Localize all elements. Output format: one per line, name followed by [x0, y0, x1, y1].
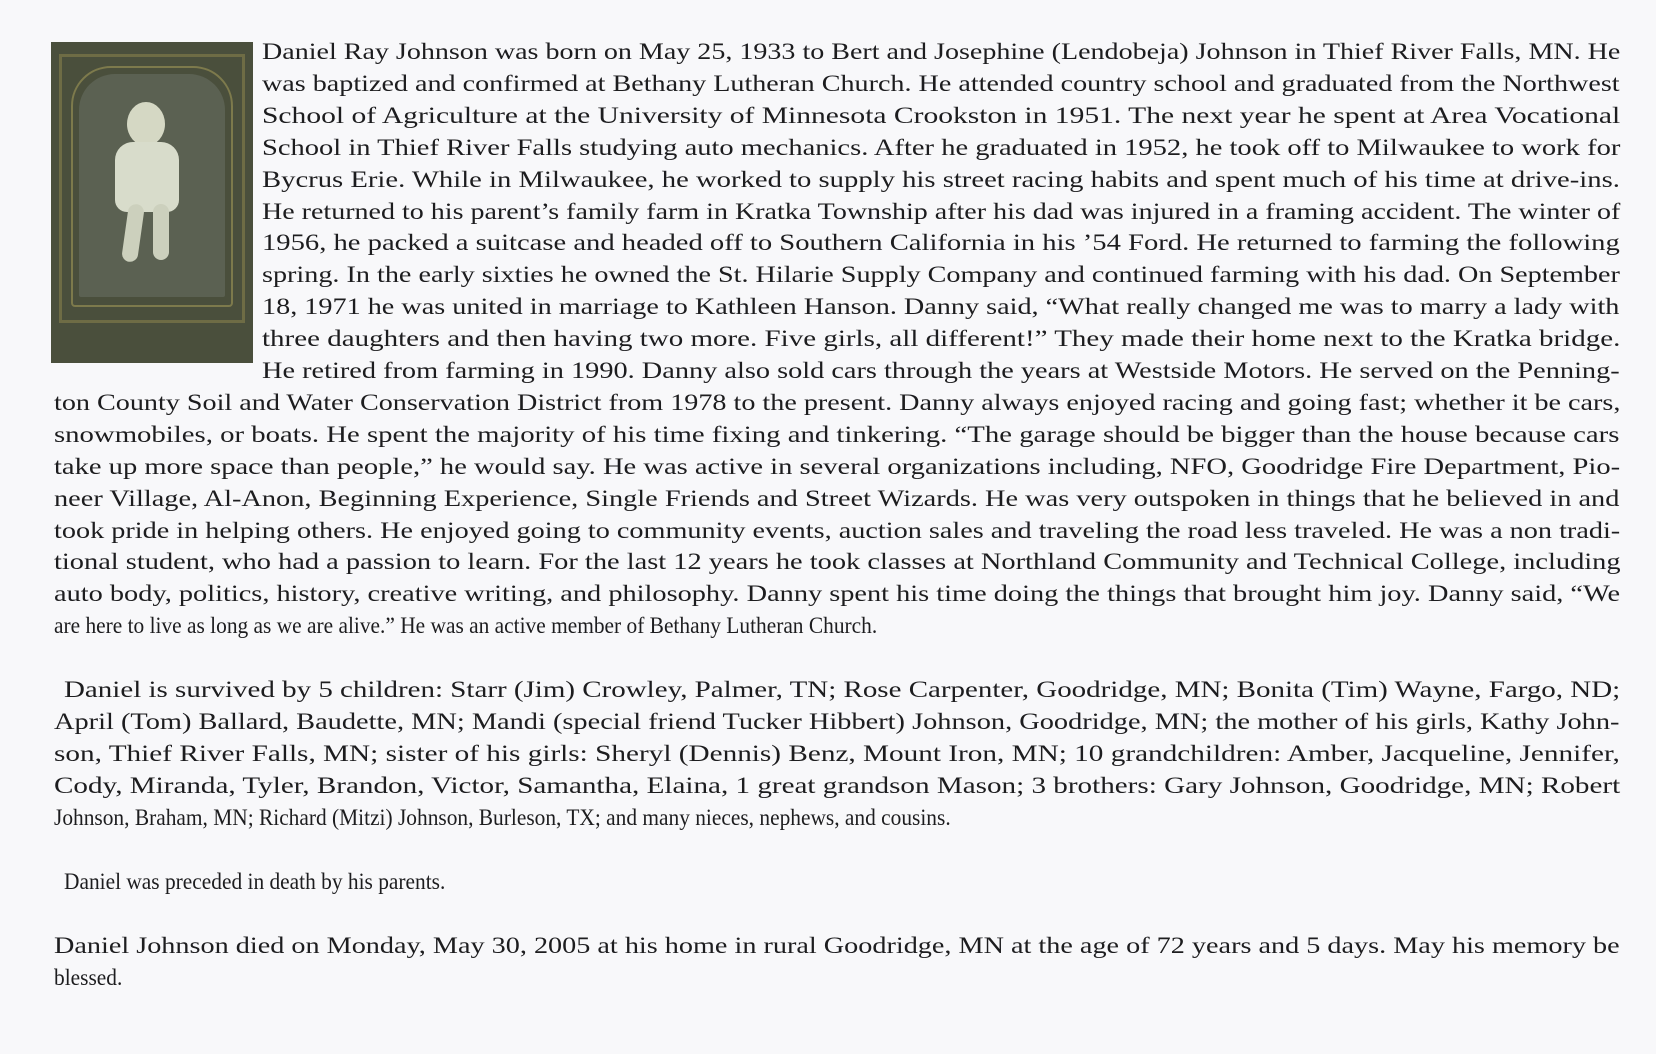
text-line: Daniel Johnson died on Monday, May 30, 2005 at his home in rural Goodridge, MN at the age of 72 years and 5 days. May his memory be: [54, 933, 1620, 958]
text-line: School of Agriculture at the University of Minnesota Crookston in 1951. The next year he spent at Area Vocational: [262, 102, 1621, 128]
text-line: Daniel Ray Johnson was born on May 25, 1933 to Bert and Josephine (Lendobeja) Johnson in Thief River Falls, MN. He: [262, 39, 1621, 64]
text-line: neer Village, Al-Anon, Beginning Experience, Single Friends and Street Wizards. He was very outspoken in things that he believed in and: [54, 485, 1620, 511]
text-line: Daniel is survived by 5 children: Starr (Jim) Crowley, Palmer, TN; Rose Carpenter, Goodridge, MN; Bonita (Tim) Wayne, Fargo, ND;: [64, 677, 1621, 702]
text-line: took pride in helping others. He enjoyed going to community events, auction sales and traveling the road less traveled. He was a non tradi-: [54, 517, 1621, 543]
text-line: Cody, Miranda, Tyler, Brandon, Victor, Samantha, Elaina, 1 great grandson Mason; 3 brothers: Gary Johnson, Goodridge, MN; Robert: [54, 772, 1621, 798]
text-line: spring. In the early sixties he owned the St. Hilarie Supply Company and continued farming with his dad. On September: [262, 262, 1620, 288]
baby-body: [115, 142, 179, 212]
text-line: take up more space than people,” he would say. He was active in several organizations including, NFO, Goodridge Fire Department, Pio-: [54, 453, 1621, 479]
text-line: Bycrus Erie. While in Milwaukee, he worked to supply his street racing habits and spent much of his time at drive-ins.: [262, 166, 1620, 192]
text-line: auto body, politics, history, creative writing, and philosophy. Danny spent his time doing the things that brought him joy. Danny said, “We: [54, 581, 1621, 607]
text-line: are here to live as long as we are alive.” He was an active member of Bethany Lutheran Church.: [54, 613, 878, 639]
text-line: Daniel was preceded in death by his parents.: [64, 869, 446, 894]
text-line: He retired from farming in 1990. Danny also sold cars through the years at Westside Motors. He served on the Penning-: [262, 358, 1620, 383]
text-line: April (Tom) Ballard, Baudette, MN; Mandi (special friend Tucker Hibbert) Johnson, Goodridge, MN; the mother of his girls, Kathy John-: [54, 708, 1620, 734]
text-line: School in Thief River Falls studying auto mechanics. After he graduated in 1952, he took off to Milwaukee to work for: [262, 134, 1621, 160]
text-line: son, Thief River Falls, MN; sister of his girls: Sheryl (Dennis) Benz, Mount Iron, MN; 10 grandchildren: Amber, Jacqueline, Jennifer,: [54, 740, 1620, 766]
text-line: 1956, he packed a suitcase and headed off to Southern California in his ’54 Ford. He returned to farming the following: [262, 230, 1620, 256]
text-line: snowmobiles, or boats. He spent the majority of his time fixing and tinkering. “The garage should be bigger than the house because cars: [54, 421, 1620, 447]
text-line: He returned to his parent’s family farm in Kratka Township after his dad was injured in a framing accident. The winter of: [262, 198, 1621, 224]
baby-portrait-photo: [51, 42, 253, 363]
text-line: three daughters and then having two more. Five girls, all different!” They made their home next to the Kratka bridge.: [262, 326, 1621, 352]
text-line: blessed.: [54, 964, 123, 990]
baby-head: [127, 102, 165, 146]
photo-image-area: [79, 74, 225, 297]
text-line: was baptized and confirmed at Bethany Lutheran Church. He attended country school and graduated from the Northwest: [262, 70, 1620, 96]
text-line: Johnson, Braham, MN; Richard (Mitzi) Johnson, Burleson, TX; and many nieces, nephews, and cousins.: [54, 804, 951, 830]
text-line: ton County Soil and Water Conservation District from 1978 to the present. Danny always enjoyed racing and going fast; whether it be cars,: [54, 389, 1621, 415]
text-line: 18, 1971 he was united in marriage to Kathleen Hanson. Danny said, “What really changed me was to marry a lady with: [262, 294, 1620, 320]
text-line: tional student, who had a passion to learn. For the last 12 years he took classes at Northland Community and Technical College, including: [54, 549, 1621, 575]
baby-leg: [121, 203, 145, 263]
baby-leg: [153, 204, 169, 260]
